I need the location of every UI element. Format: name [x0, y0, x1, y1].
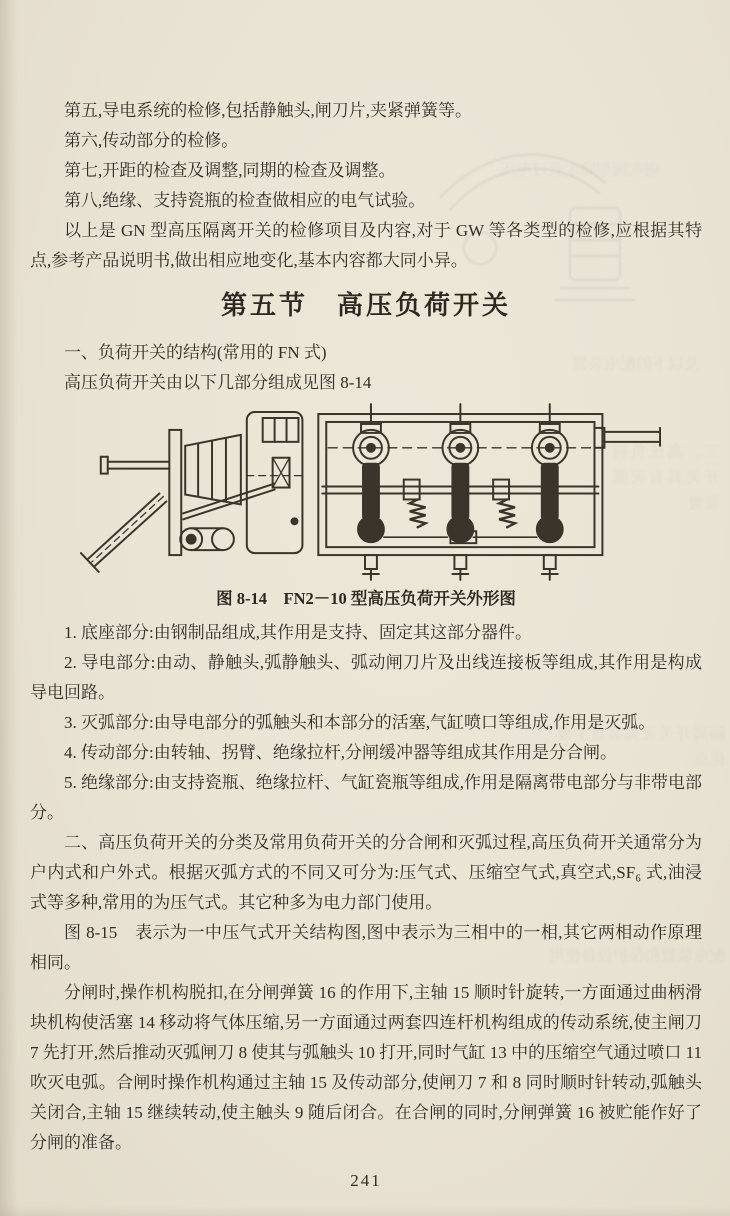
list-item-1: 1. 底座部分:由钢制品组成,其作用是支持、固定其这部分器件。	[64, 623, 532, 642]
intro-line-1: 第五,导电系统的检修,包括静触头,闸刀片,夹紧弹簧等。	[64, 101, 472, 120]
body-paragraph-2: 图 8-15 表示为一中压气式开关结构图,图中表示为三相中的一相,其它两相动作原理相同。	[30, 923, 702, 972]
bleedthrough-text: 配电装置和保护设备使用	[548, 948, 725, 965]
list-item-4: 4. 传动部分:由转轴、拐臂、绝缘拉杆,分闸缓冲器等组成其作用是分合闸。	[64, 743, 617, 762]
list-item-2: 2. 导电部分:由动、静触头,弧静触头、弧动闸刀片及出线连接板等组成,其作用是构成导电回路。	[30, 653, 702, 702]
page-content	[30, 96, 702, 1194]
load-switch-line-drawing	[68, 402, 664, 582]
page-edge-shadow	[0, 0, 18, 1216]
bleedthrough-text: 及以下的配电装置	[571, 356, 700, 373]
intro-line-4: 第八,绝缘、支持瓷瓶的检查做相应的电气试验。	[64, 191, 426, 210]
body-paragraph-1: 二、高压负荷开关的分类及常用负荷开关的分合闸和灭弧过程,高压负荷开关通常分为户内式和户外式。根据灭弧方式的不同又可分为:压气式、压缩空气式,真空式,SF₆ 式,油浸式等多种,常用的为压气式。其它种多为电力部门使用。	[30, 833, 702, 912]
body-paragraph-3: 分闸时,操作机构脱扣,在分闸弹簧 16 的作用下,主轴 15 顺时针旋转,一方面通过曲柄滑块机构使活塞 14 移动将气体压缩,另一方面通过两套四连杆机构组成的传动系统,使主闸刀 7 先打开,然后推动灭弧闸刀 8 使其与弧触头 10 打开,同时气缸 13 中的压缩空气通过喷口 11 吹灭电弧。合闸时操作机构通过主轴 15 及传动部分,使闸刀 7 和 8 同时顺时针转动,弧触头关闭合,主轴 15 继续转动,使主触头 9 随后闭合。在合闸的同时,分闸弹簧 16 被贮能作好了分闸的准备。	[30, 983, 702, 1152]
section-title: 第五节 高压负荷开关	[220, 291, 511, 320]
figure-8-14	[30, 402, 702, 582]
list-item-3: 3. 灭弧部分:由导电部分的弧触头和本部分的活塞,气缸喷口等组成,作用是灭弧。	[64, 713, 656, 732]
page-number: 241	[350, 1171, 382, 1190]
bleedthrough-text: 磁吹阀型除尘管过电压	[499, 162, 660, 179]
intro-line-2: 第六,传动部分的检修。	[64, 131, 239, 150]
list-item-5: 5. 绝缘部分:由支持瓷瓶、绝缘拉杆、气缸瓷瓶等组成,作用是隔离带电部分与非带电部分。	[30, 773, 702, 822]
bleedthrough-text: 隔离开关灭弧装置主要优点	[556, 726, 726, 769]
bleedthrough-text: 三、高压负荷开关具有灭弧装置	[612, 444, 720, 513]
intro-paragraph: 以上是 GN 型高压隔离开关的检修项目及内容,对于 GW 等各类型的检修,应根据其特点,参考产品说明书,做出相应地变化,基本内容都大同小异。	[30, 221, 702, 270]
page-edge-shadow	[0, 1206, 730, 1216]
intro-line-3: 第七,开距的检查及调整,同期的检查及调整。	[64, 161, 396, 180]
subsection-lead: 高压负荷开关由以下几部分组成见图 8-14	[64, 373, 372, 392]
figure-caption: 图 8-14 FN2－10 型高压负荷开关外形图	[216, 589, 516, 608]
subsection-heading-1: 一、负荷开关的结构(常用的 FN 式)	[64, 343, 327, 362]
